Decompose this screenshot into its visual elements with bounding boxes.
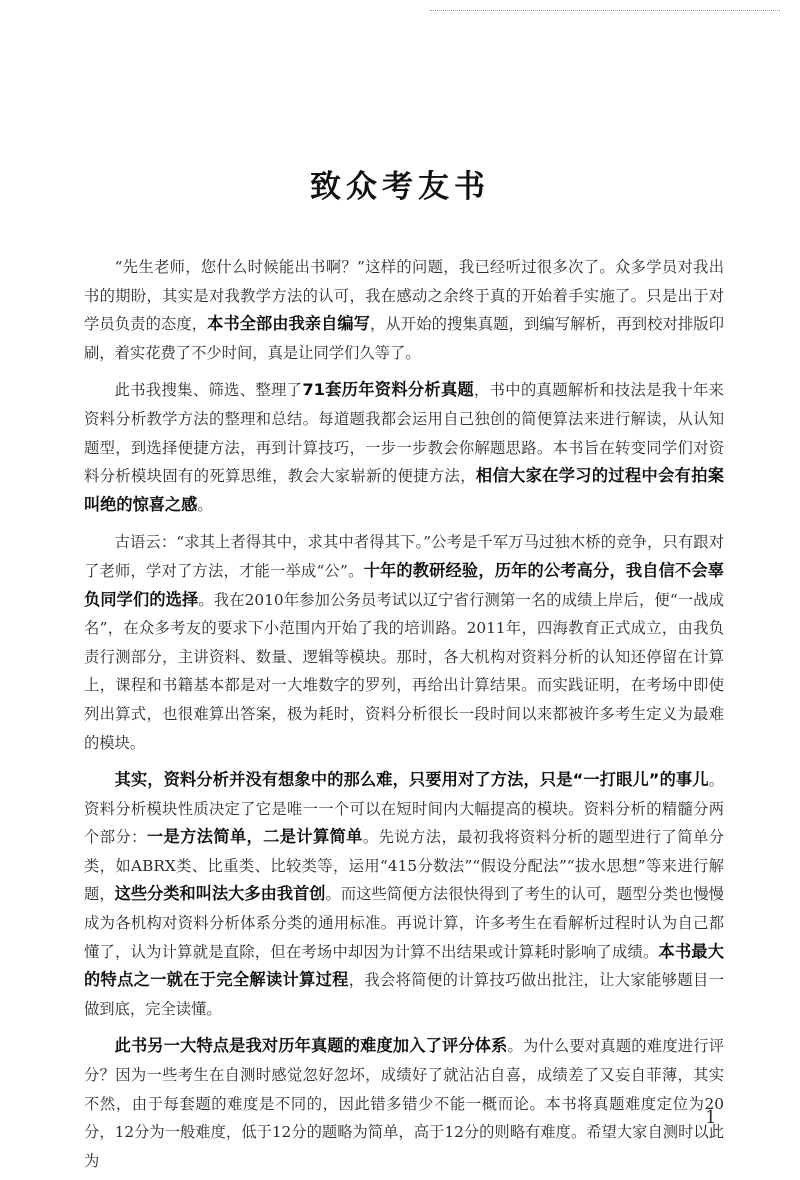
letter-body [84, 253, 724, 1180]
body-text: ，从开始的搜集真题，到编写解析，再到校对排版印刷，着实花费了不少时间，真是让同学们久等了。 [84, 315, 724, 362]
body-text: ，书中的真题解析和技法是我十年来资料分析教学方法的整理和总结。每道题我都会运用自己独创的简便算法来进行解读，从认知题型，到选择便捷方法，再到计算技巧，一步一步教会你解题思路。本书旨在转变同学们对资料分析模块固有的死算思维，教会大家崭新的便捷方法， [84, 381, 724, 486]
body-text: 。我在2010年参加公务员考试以辽宁省行测第一名的成绩上岸后，便“一战成名”，在众多考友的要求下小范围内开始了我的培训路。2011年，四海教育正式成立，由我负责行测部分，主讲资料、数量、逻辑等模块。那时，各大机构对资料分析的认知还停留在计算上，课程和书籍基本都是对一大堆数字的罗列，再给出计算结果。而实践证明，在考场中即使列出算式，也很难算出答案，极为耗时，资料分析很长一段时间以来都被许多考生定义为最难的模块。 [84, 590, 724, 752]
paragraph-4 [84, 766, 724, 1023]
paragraph-1 [84, 253, 724, 367]
paragraph-3 [84, 528, 724, 757]
emphasis-text: 十年的教研经验，历年的公考高分，我自信不会辜负同学们的选择 [84, 560, 724, 609]
emphasis-text: 本书最大的特点之一就在于完全解读计算过程 [84, 941, 724, 990]
emphasis-text: 本书全部由我亲自编写 [207, 314, 371, 334]
body-text: 。而这些简便方法很快得到了考生的认可，题型分类也慢慢成为各机构对资料分析体系分类的通用标准。再说计算，许多考生在看解析过程时认为自己都懂了，认为计算就是直除，但在考场中却因为计算不出结果或计算耗时影响了成绩。 [84, 885, 724, 961]
body-text: 此书我搜集、筛选、整理了 [114, 381, 303, 400]
page-number: 1 [705, 1107, 717, 1128]
emphasis-text: 这些分类和叫法大多由我首创 [114, 884, 326, 904]
body-text: 。 [197, 495, 213, 514]
emphasis-text: 71套历年资料分析真题 [302, 380, 475, 400]
body-text: 古语云：“求其上者得其中，求其中者得其下。”公考是千军万马过独木桥的竞争，只有跟对了老师，学对了方法，才能一举成“公”。 [84, 533, 724, 580]
body-text: 。先说方法，最初我将资料分析的题型进行了简单分类，如ABRX类、比重类、比较类等，运用“415分数法”“假设分配法”“拔水思想”等来进行解题， [84, 828, 724, 904]
body-text: 。为什么要对真题的难度进行评分？因为一些考生在自测时感觉忽好忽坏，成绩好了就沾沾自喜，成绩差了又妄自菲薄，其实不然，由于每套题的难度是不同的，因此错多错少不能一概而论。本书将真题难度定位为20分，12分为一般难度，低于12分的题略为简单，高于12分的则略有难度。希望大家自测时以此为 [84, 1037, 724, 1170]
body-text: 。资料分析模块性质决定了它是唯一一个可以在短时间内大幅提高的模块。资料分析的精髓分两个部分： [84, 771, 724, 847]
body-text: ，我会将简便的计算技巧做出批注，让大家能够题目一做到底，完全读懂。 [84, 971, 724, 1018]
paragraph-2 [84, 376, 724, 519]
emphasis-text: 相信大家在学习的过程中会有拍案叫绝的惊喜之感 [84, 466, 724, 514]
emphasis-text: 一是方法简单，二是计算简单 [146, 827, 363, 847]
header-rule [430, 10, 780, 11]
emphasis-text: 其实，资料分析并没有想象中的那么难，只要用对了方法，只是“一打眼儿”的事儿 [114, 770, 709, 790]
page-title: 致众考友书 [310, 168, 490, 205]
emphasis-text: 此书另一大特点是我对历年真题的难度加入了评分体系 [114, 1036, 508, 1056]
body-text: “先生老师，您什么时候能出书啊？”这样的问题，我已经听过很多次了。众多学员对我出书的期盼，其实是对我教学方法的认可，我在感动之余终于真的开始着手实施了。只是出于对学员负责的态度， [84, 258, 724, 334]
